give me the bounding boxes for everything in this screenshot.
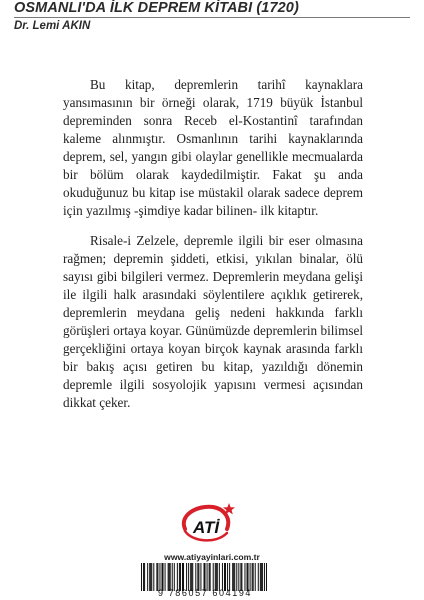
- publisher-logo: [171, 501, 241, 547]
- logo-lettering: ATİ: [192, 518, 220, 537]
- paragraph-2: Risale-i Zelzele, depremle ilgili bir eser olmasına rağmen; depremin şiddeti, etkisi, yıkılan binalar, ölü sayısı gibi bilgileri vermez. Depremlerin meydana gelişi ile ilgili halk arasındaki söylentilere açıklık getirerek, depremlerin meydana geliş nedeni hakkında farklı görüşleri ortaya koyar. Günümüzde depremlerin bilimsel gerçekliğini ortaya koyan birçok kaynak arasında farklı bir bakış açısı getiren bu kitap, yazıldığı dönemin depremle ilgili sosyolojik yapısını vermesi açısından dikkat çeker.: [63, 233, 363, 410]
- isbn-barcode: [141, 563, 267, 591]
- publisher-website: www.atiyayinlari.com.tr: [164, 552, 260, 562]
- author-name: Dr. Lemi AKIN: [14, 20, 91, 32]
- back-cover-text: [63, 76, 363, 424]
- publisher-logo-icon: [171, 501, 241, 547]
- title-underline: [14, 17, 410, 18]
- paragraph-1: Bu kitap, depremlerin tarihî kaynaklara yansımasının bir örneği olarak, 1719 büyük İstanbul depreminden sonra Receb el-Kostantinî tarafından kaleme alınmıştır. Osmanlının tarihi kaynaklarında deprem, sel, yangın gibi olaylar genellikle mecmualarda bir bölüm olarak kaydedilmiştir. Fakat şu anda okuduğunuz bu kitap ise müstakil olarak sadece deprem için yazılmış -şimdiye kadar bilinen- ilk kitaptır.: [63, 77, 363, 218]
- book-title: OSMANLI'DA İLK DEPREM KİTABI (1720): [14, 0, 299, 16]
- isbn-number: 9 786057 604194: [157, 588, 253, 598]
